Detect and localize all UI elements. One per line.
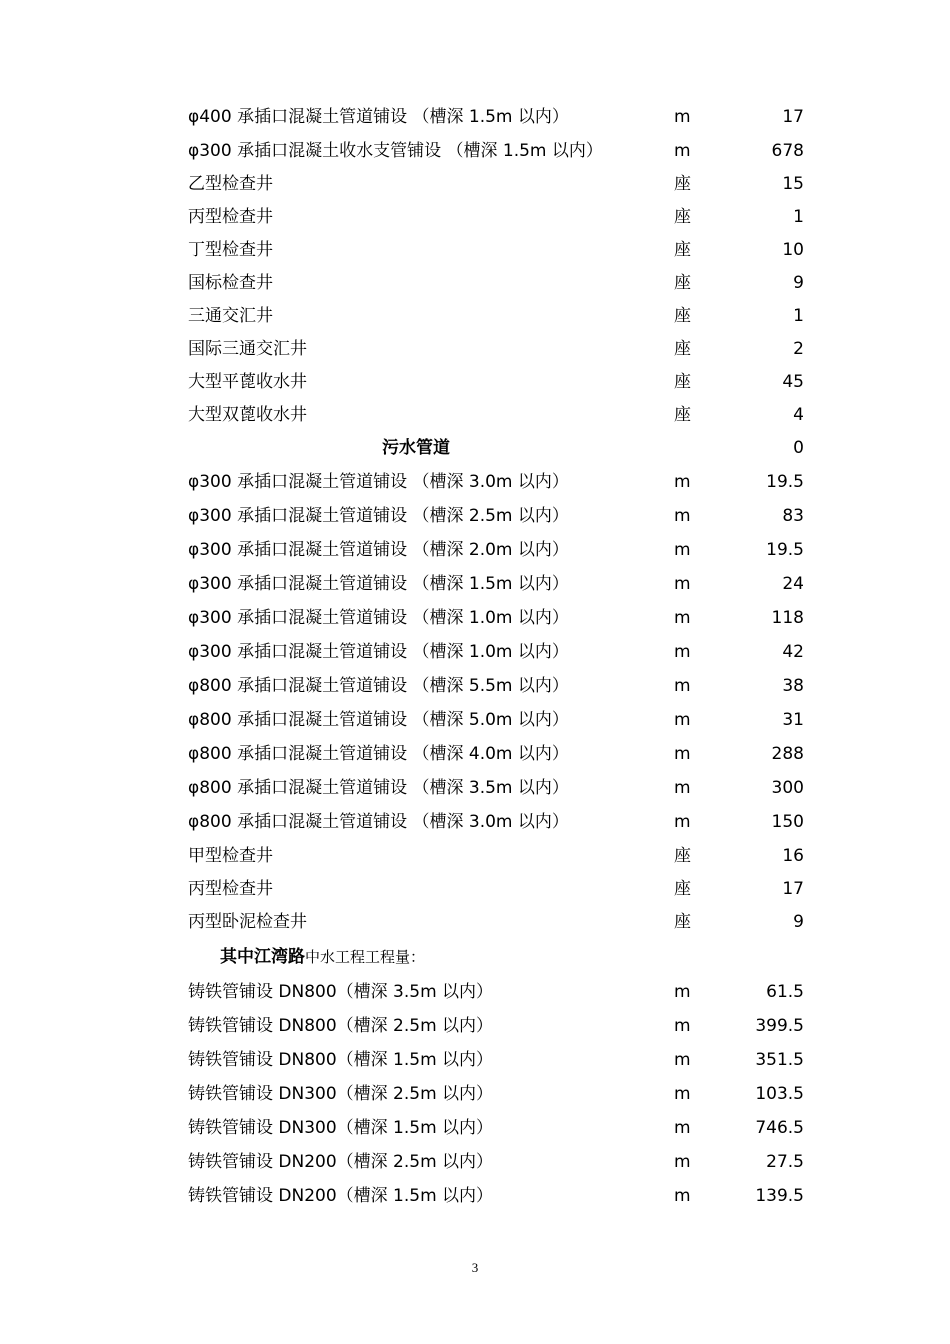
table-row — [188, 134, 806, 168]
item-description: φ300 承插口混凝土管道铺设 （槽深 3.0m 以内） — [188, 472, 569, 492]
item-description: 丙型检查井 — [188, 879, 273, 899]
item-unit: m — [674, 744, 691, 764]
table-row — [188, 703, 806, 737]
table-row — [188, 533, 806, 567]
item-description: 国际三通交汇井 — [188, 339, 307, 359]
item-unit: m — [674, 141, 691, 161]
item-unit: 座 — [674, 306, 691, 326]
item-description: φ300 承插口混凝土管道铺设 （槽深 2.0m 以内） — [188, 540, 569, 560]
item-quantity: 746.5 — [755, 1118, 804, 1138]
table-row — [188, 1179, 806, 1213]
item-unit: 座 — [674, 207, 691, 227]
item-quantity: 288 — [771, 744, 804, 764]
item-unit: m — [674, 574, 691, 594]
item-unit: m — [674, 710, 691, 730]
item-quantity: 45 — [782, 372, 804, 392]
item-description: φ800 承插口混凝土管道铺设 （槽深 3.5m 以内） — [188, 778, 569, 798]
table-row — [188, 1145, 806, 1179]
item-unit: 座 — [674, 372, 691, 392]
table-row — [188, 567, 806, 601]
item-description: 铸铁管铺设 DN200（槽深 1.5m 以内） — [188, 1186, 494, 1206]
item-unit: m — [674, 778, 691, 798]
item-description: φ300 承插口混凝土管道铺设 （槽深 1.0m 以内） — [188, 608, 569, 628]
item-quantity: 351.5 — [755, 1050, 804, 1070]
item-unit: m — [674, 676, 691, 696]
section-title: 污水管道 — [382, 438, 450, 458]
item-unit: m — [674, 1186, 691, 1206]
table-row — [188, 299, 806, 333]
item-description: φ800 承插口混凝土管道铺设 （槽深 3.0m 以内） — [188, 812, 569, 832]
table-row — [188, 839, 806, 873]
table-row — [188, 1043, 806, 1077]
item-unit: 座 — [674, 273, 691, 293]
table-row — [188, 1111, 806, 1145]
item-quantity: 300 — [771, 778, 804, 798]
subheading-road-name: 其中江湾路 — [220, 947, 305, 967]
item-description: φ800 承插口混凝土管道铺设 （槽深 4.0m 以内） — [188, 744, 569, 764]
item-description: 铸铁管铺设 DN800（槽深 3.5m 以内） — [188, 982, 494, 1002]
item-description: 铸铁管铺设 DN200（槽深 2.5m 以内） — [188, 1152, 494, 1172]
item-description: φ300 承插口混凝土管道铺设 （槽深 1.0m 以内） — [188, 642, 569, 662]
item-quantity: 1 — [793, 207, 804, 227]
item-quantity: 139.5 — [755, 1186, 804, 1206]
item-quantity: 16 — [782, 846, 804, 866]
item-description: 大型双蓖收水井 — [188, 405, 307, 425]
item-unit: 座 — [674, 879, 691, 899]
table-row — [188, 365, 806, 399]
item-unit: m — [674, 982, 691, 1002]
table-row — [188, 167, 806, 201]
item-description: 铸铁管铺设 DN300（槽深 2.5m 以内） — [188, 1084, 494, 1104]
item-description: 甲型检查井 — [188, 846, 273, 866]
table-row — [188, 737, 806, 771]
item-quantity: 1 — [793, 306, 804, 326]
item-description: 国标检查井 — [188, 273, 273, 293]
item-quantity: 42 — [782, 642, 804, 662]
table-row — [188, 872, 806, 906]
item-unit: m — [674, 107, 691, 127]
table-row — [188, 1077, 806, 1111]
item-unit: m — [674, 608, 691, 628]
table-row — [188, 635, 806, 669]
table-row — [188, 233, 806, 267]
item-description: φ300 承插口混凝土管道铺设 （槽深 1.5m 以内） — [188, 574, 569, 594]
section-quantity: 0 — [793, 438, 804, 458]
item-unit: 座 — [674, 405, 691, 425]
item-description: φ800 承插口混凝土管道铺设 （槽深 5.5m 以内） — [188, 676, 569, 696]
table-row — [188, 669, 806, 703]
table-row — [188, 398, 806, 432]
item-unit: 座 — [674, 339, 691, 359]
item-quantity: 19.5 — [766, 472, 804, 492]
item-unit: 座 — [674, 174, 691, 194]
item-quantity: 118 — [771, 608, 804, 628]
table-row — [188, 266, 806, 300]
item-quantity: 678 — [771, 141, 804, 161]
table-row — [188, 771, 806, 805]
table-row — [188, 200, 806, 234]
item-unit: m — [674, 1016, 691, 1036]
item-quantity: 17 — [782, 879, 804, 899]
item-quantity: 38 — [782, 676, 804, 696]
table-row — [188, 100, 806, 134]
item-quantity: 83 — [782, 506, 804, 526]
page-number: 3 — [471, 1260, 479, 1275]
item-quantity: 9 — [793, 273, 804, 293]
item-quantity: 61.5 — [766, 982, 804, 1002]
item-unit: m — [674, 1050, 691, 1070]
item-description: 丙型卧泥检查井 — [188, 912, 307, 932]
table-row — [188, 975, 806, 1009]
item-description: 铸铁管铺设 DN300（槽深 1.5m 以内） — [188, 1118, 494, 1138]
item-description: φ800 承插口混凝土管道铺设 （槽深 5.0m 以内） — [188, 710, 569, 730]
item-quantity: 24 — [782, 574, 804, 594]
item-description: φ300 承插口混凝土管道铺设 （槽深 2.5m 以内） — [188, 506, 569, 526]
item-description: φ300 承插口混凝土收水支管铺设 （槽深 1.5m 以内） — [188, 141, 603, 161]
item-description: 三通交汇井 — [188, 306, 273, 326]
section-subheading — [220, 940, 425, 974]
table-row — [188, 465, 806, 499]
item-unit: m — [674, 1084, 691, 1104]
item-description: 铸铁管铺设 DN800（槽深 2.5m 以内） — [188, 1016, 494, 1036]
item-unit: m — [674, 1152, 691, 1172]
item-quantity: 2 — [793, 339, 804, 359]
item-description: 大型平蓖收水井 — [188, 372, 307, 392]
item-quantity: 103.5 — [755, 1084, 804, 1104]
item-description: 丙型检查井 — [188, 207, 273, 227]
table-row — [188, 805, 806, 839]
item-quantity: 4 — [793, 405, 804, 425]
item-quantity: 9 — [793, 912, 804, 932]
item-unit: m — [674, 506, 691, 526]
item-quantity: 150 — [771, 812, 804, 832]
item-quantity: 31 — [782, 710, 804, 730]
item-description: 丁型检查井 — [188, 240, 273, 260]
item-quantity: 10 — [782, 240, 804, 260]
item-unit: 座 — [674, 846, 691, 866]
item-quantity: 17 — [782, 107, 804, 127]
item-unit: m — [674, 1118, 691, 1138]
item-unit: 座 — [674, 240, 691, 260]
item-unit: m — [674, 472, 691, 492]
table-row — [188, 332, 806, 366]
item-unit: m — [674, 812, 691, 832]
table-row — [188, 601, 806, 635]
item-description: φ400 承插口混凝土管道铺设 （槽深 1.5m 以内） — [188, 107, 569, 127]
table-row — [188, 499, 806, 533]
item-unit: m — [674, 642, 691, 662]
section-heading-row — [188, 431, 806, 465]
item-description: 乙型检查井 — [188, 174, 273, 194]
table-row — [188, 1009, 806, 1043]
subheading-suffix: 中水工程工程量： — [305, 948, 426, 966]
item-quantity: 399.5 — [755, 1016, 804, 1036]
item-quantity: 27.5 — [766, 1152, 804, 1172]
item-quantity: 19.5 — [766, 540, 804, 560]
item-unit: m — [674, 540, 691, 560]
item-quantity: 15 — [782, 174, 804, 194]
table-row — [188, 905, 806, 939]
item-description: 铸铁管铺设 DN800（槽深 1.5m 以内） — [188, 1050, 494, 1070]
item-unit: 座 — [674, 912, 691, 932]
